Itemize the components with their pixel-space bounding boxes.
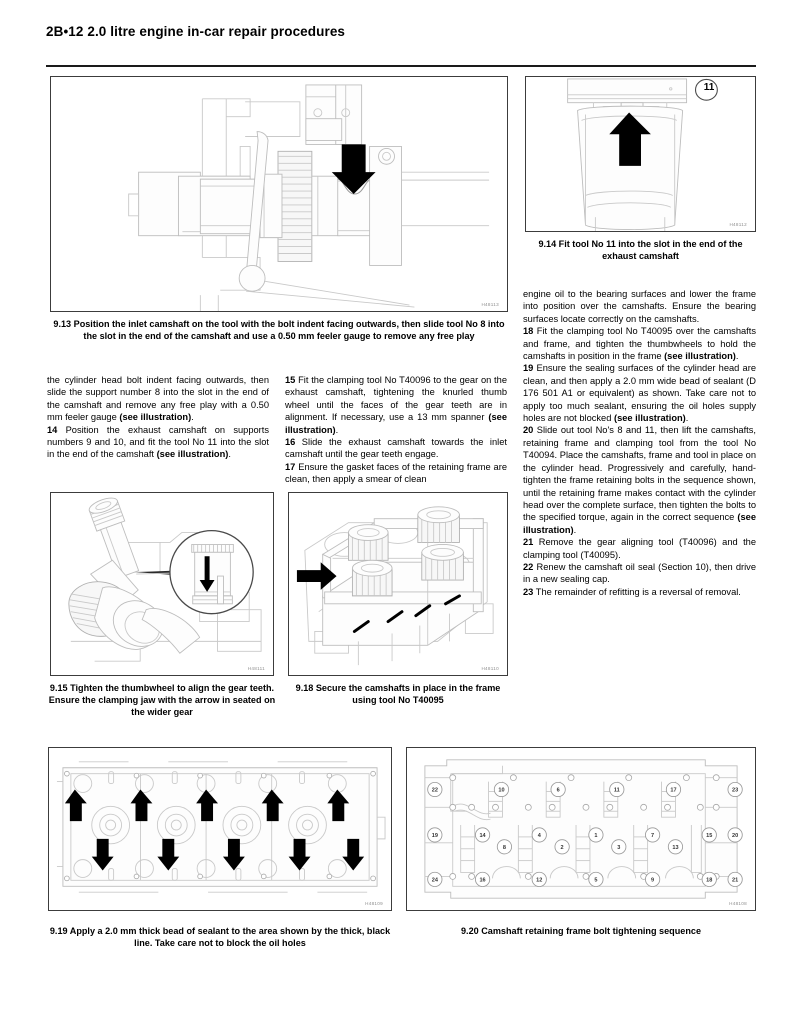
bolt-callout-14 <box>475 828 489 842</box>
figure-9-18 <box>288 492 508 676</box>
svg-text:12: 12 <box>536 877 543 884</box>
body-column-1 <box>47 374 269 461</box>
step-20: 20 Slide out tool No's 8 and 11, then lift the camshafts, retaining frame and clamping tool from the tool No T40094. Place the camshafts, frame and tool in place on the cylinder head. Progressively and carefully, hand-tighten the frame retaining bolts in the sequence shown, until the retaining frame makes contact with the cylinder head over the complete surface, then tighten the bolts to the specified torque, again in the correct sequence (see illustration). <box>523 425 756 535</box>
bolt-callout-22 <box>428 782 442 796</box>
bolt-callout-16 <box>475 872 489 886</box>
step-17: 17 Ensure the gasket faces of the retaining frame are clean, then apply a smear of clean <box>285 461 507 485</box>
bolt-callout-17 <box>666 782 680 796</box>
bolt-callout-20 <box>728 828 742 842</box>
svg-text:8: 8 <box>502 844 506 851</box>
body-column-2 <box>285 374 507 486</box>
caption-9-20: 9.20 Camshaft retaining frame bolt tightening sequence <box>460 926 702 936</box>
figure-9-20-code: H48108 <box>729 901 747 906</box>
figure-9-15-lineart <box>51 493 273 675</box>
svg-text:7: 7 <box>651 833 655 839</box>
svg-text:18: 18 <box>706 877 713 884</box>
svg-text:14: 14 <box>479 833 486 839</box>
page-header <box>46 24 756 39</box>
figure-9-14-code: H48112 <box>729 222 747 227</box>
step-16: 16 Slide the exhaust camshaft towards the inlet camshaft until the gear teeth engage. <box>285 437 507 460</box>
paragraph-continuation-3: engine oil to the bearing surfaces and lower the frame into position over the camshafts. Ensure the bearing surfaces locate correctly on the camshafts. <box>523 289 756 324</box>
bolt-callout-15 <box>702 828 716 842</box>
bolt-callout-10 <box>494 782 508 796</box>
svg-text:10: 10 <box>498 787 505 794</box>
svg-text:3: 3 <box>617 844 621 851</box>
svg-text:2: 2 <box>560 844 564 851</box>
bolt-callout-1 <box>589 828 603 842</box>
paragraph-continuation-1: the cylinder head bolt indent facing outwards, then slide the support number 8 into the slot in the end of the camshaft and remove any free play with a 0.50 mm feeler gauge (see illustration). <box>47 375 269 423</box>
svg-text:19: 19 <box>431 833 438 839</box>
svg-text:22: 22 <box>431 787 438 794</box>
caption-9-15: 9.15 Tighten the thumbwheel to align the gear teeth. Ensure the clamping jaw with the arrow in seated on the wider gear <box>48 683 276 717</box>
figure-9-20-lineart <box>407 748 755 910</box>
bolt-callout-6 <box>551 782 565 796</box>
figure-9-15 <box>50 492 274 676</box>
figure-9-18-code: H48110 <box>481 666 499 671</box>
svg-text:17: 17 <box>670 787 677 794</box>
step-19: 19 Ensure the sealing surfaces of the cylinder head are clean, and then apply a 2.0 mm wide bead of sealant (D 176 501 A1 or equivalent) as shown. Take care not to apply too much sealant, ensuring the oil holes supply holes are not blocked (see illustration). <box>523 363 756 424</box>
step-23: 23 The remainder of refitting is a reversal of removal. <box>523 586 741 597</box>
bolt-callout-7 <box>645 828 659 842</box>
svg-text:15: 15 <box>706 833 713 839</box>
figure-9-14-lineart <box>526 77 755 231</box>
figure-9-19-lineart <box>49 748 391 910</box>
thumbwheel-front-left <box>352 560 392 596</box>
bolt-callout-2 <box>555 840 569 854</box>
step-22: 22 Renew the camshaft oil seal (Section 10), then drive in a new sealing cap. <box>523 561 756 585</box>
bolt-callout-18 <box>702 872 716 886</box>
thumbwheel-back-left <box>348 525 388 561</box>
bolt-callout-8 <box>497 840 511 854</box>
page-title: 2B•12 2.0 litre engine in-car repair procedures <box>46 24 346 39</box>
thumbwheel-front-right <box>422 544 464 580</box>
svg-text:16: 16 <box>479 877 486 884</box>
svg-text:6: 6 <box>556 787 560 794</box>
bolt-callout-12 <box>532 872 546 886</box>
svg-text:13: 13 <box>672 844 679 851</box>
svg-text:20: 20 <box>732 833 739 839</box>
figure-9-18-lineart <box>289 493 507 675</box>
bolt-callout-5 <box>589 872 603 886</box>
bolt-callout-23 <box>728 782 742 796</box>
figure-9-13 <box>50 76 508 312</box>
caption-9-18: 9.18 Secure the camshafts in place in the frame using tool No T40095 <box>295 683 501 705</box>
svg-text:24: 24 <box>431 877 438 884</box>
bolt-callout-24 <box>428 872 442 886</box>
bolt-callout-11 <box>610 782 624 796</box>
figure-9-13-lineart <box>51 77 507 311</box>
step-15: 15 Fit the clamping tool No T40096 to the gear on the exhaust camshaft, tightening the knurled thumb wheel until the faces of the gear teeth are in alignment. If necessary, use a 13 mm spanner (see illustration). <box>285 375 507 435</box>
svg-text:5: 5 <box>594 877 598 884</box>
svg-text:9: 9 <box>651 877 655 884</box>
bolt-callout-19 <box>428 828 442 842</box>
figure-9-19-code: H48109 <box>365 901 383 906</box>
figure-9-20 <box>406 747 756 911</box>
callout-11-label: 11 <box>703 82 715 93</box>
step-18: 18 Fit the clamping tool No T40095 over the camshafts and frame, and tighten the thumbwheels to hold the camshafts in position in the frame (see illustration). <box>523 326 756 362</box>
header-divider <box>46 65 756 67</box>
svg-text:11: 11 <box>613 787 620 794</box>
bolt-callout-3 <box>612 840 626 854</box>
bolt-callout-13 <box>668 840 682 854</box>
body-column-3 <box>523 288 756 598</box>
figure-9-13-code: H48113 <box>481 302 499 307</box>
bolt-callout-21 <box>728 872 742 886</box>
bolt-callout-4 <box>532 828 546 842</box>
caption-9-19: 9.19 Apply a 2.0 mm thick bead of sealant to the area shown by the thick, black line. Take care not to block the oil holes <box>49 926 391 948</box>
figure-9-15-code: H48111 <box>247 666 265 671</box>
svg-text:21: 21 <box>732 877 739 884</box>
svg-text:23: 23 <box>732 787 739 794</box>
thumbwheel-back-right <box>418 507 460 543</box>
figure-9-14 <box>525 76 756 232</box>
svg-text:1: 1 <box>594 833 598 839</box>
step-14: 14 Position the exhaust camshaft on supports numbers 9 and 10, and fit the tool No 11 into the slot in the end of the camshaft (see illustration). <box>47 424 269 460</box>
caption-9-13: 9.13 Position the inlet camshaft on the tool with the bolt indent facing outwards, then slide tool No 8 into the slot in the end of the camshaft and use a 0.50 mm feeler gauge to remove any free play <box>53 319 505 341</box>
svg-text:4: 4 <box>537 833 541 839</box>
figure-9-19 <box>48 747 392 911</box>
bolt-callout-9 <box>645 872 659 886</box>
caption-9-14: 9.14 Fit tool No 11 into the slot in the end of the exhaust camshaft <box>538 239 743 261</box>
step-21: 21 Remove the gear aligning tool (T40096) and the clamping tool (T40095). <box>523 537 756 560</box>
